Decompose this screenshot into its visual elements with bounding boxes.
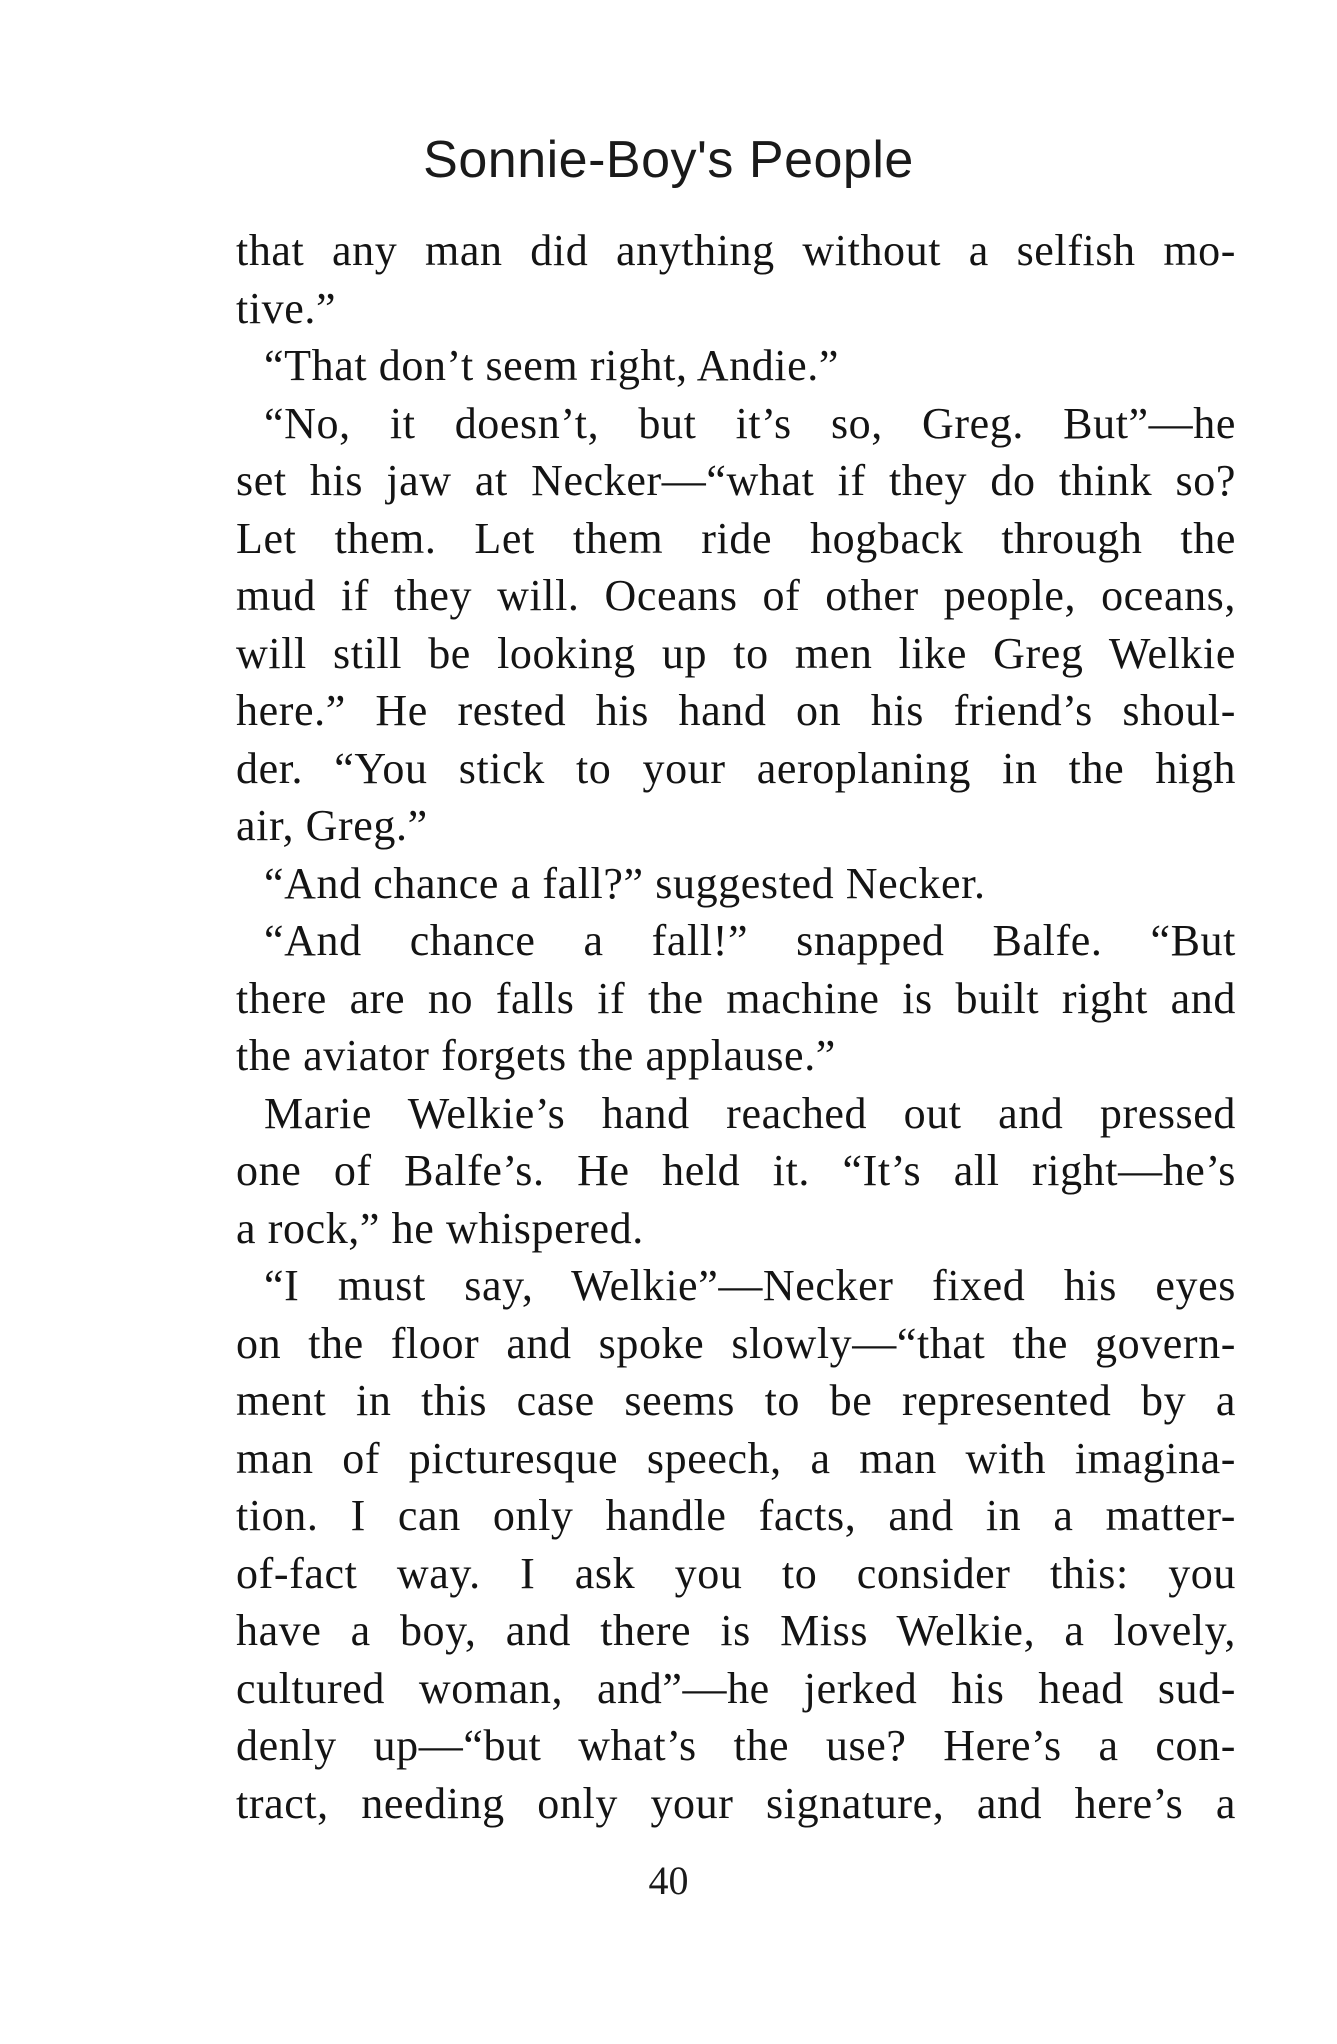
text-line: the aviator forgets the applause.” bbox=[236, 1031, 836, 1080]
text-line: that any man did anything without a selfish mo- bbox=[236, 226, 1236, 275]
text-line: cultured woman, and”—he jerked his head sud- bbox=[236, 1663, 1236, 1713]
text-line: “That don’t seem right, Andie.” bbox=[264, 341, 839, 390]
running-head: Sonnie-Boy's People bbox=[423, 131, 914, 189]
body-text bbox=[236, 222, 1236, 1832]
text-line: der. “You stick to your aeroplaning in the high bbox=[236, 743, 1236, 793]
text-line: of-fact way. I ask you to consider this: you bbox=[236, 1548, 1236, 1598]
text-line: tract, needing only your signature, and here’s a bbox=[236, 1778, 1236, 1828]
page-number: 40 bbox=[648, 1858, 689, 1903]
text-line: ment in this case seems to be represented by a bbox=[236, 1376, 1236, 1425]
text-line: there are no falls if the machine is built right and bbox=[236, 973, 1236, 1023]
text-line: “And chance a fall?” suggested Necker. bbox=[264, 858, 986, 908]
text-line: tion. I can only handle facts, and in a matter- bbox=[236, 1491, 1236, 1540]
text-line: set his jaw at Necker—“what if they do think so? bbox=[236, 456, 1236, 505]
text-line: here.” He rested his hand on his friend’s shoul- bbox=[236, 686, 1236, 735]
text-line: “I must say, Welkie”—Necker fixed his eyes bbox=[264, 1261, 1236, 1310]
text-line: will still be looking up to men like Greg Welkie bbox=[236, 628, 1236, 678]
text-line: denly up—“but what’s the use? Here’s a con- bbox=[236, 1721, 1236, 1770]
text-line: “No, it doesn’t, but it’s so, Greg. But”—he bbox=[264, 398, 1236, 448]
text-line: a rock,” he whispered. bbox=[236, 1203, 644, 1253]
text-line: have a boy, and there is Miss Welkie, a lovely, bbox=[236, 1606, 1236, 1655]
text-line: on the floor and spoke slowly—“that the govern- bbox=[236, 1318, 1236, 1368]
text-line: “And chance a fall!” snapped Balfe. “But bbox=[264, 916, 1236, 965]
text-line: Let them. Let them ride hogback through the bbox=[236, 513, 1236, 563]
text-line: air, Greg.” bbox=[236, 801, 428, 850]
text-line: one of Balfe’s. He held it. “It’s all right—he’s bbox=[236, 1146, 1236, 1195]
text-line: tive.” bbox=[236, 283, 337, 333]
text-line: man of picturesque speech, a man with imagina- bbox=[236, 1433, 1236, 1483]
text-line: Marie Welkie’s hand reached out and pressed bbox=[264, 1088, 1236, 1138]
text-line: mud if they will. Oceans of other people, oceans, bbox=[236, 571, 1236, 620]
